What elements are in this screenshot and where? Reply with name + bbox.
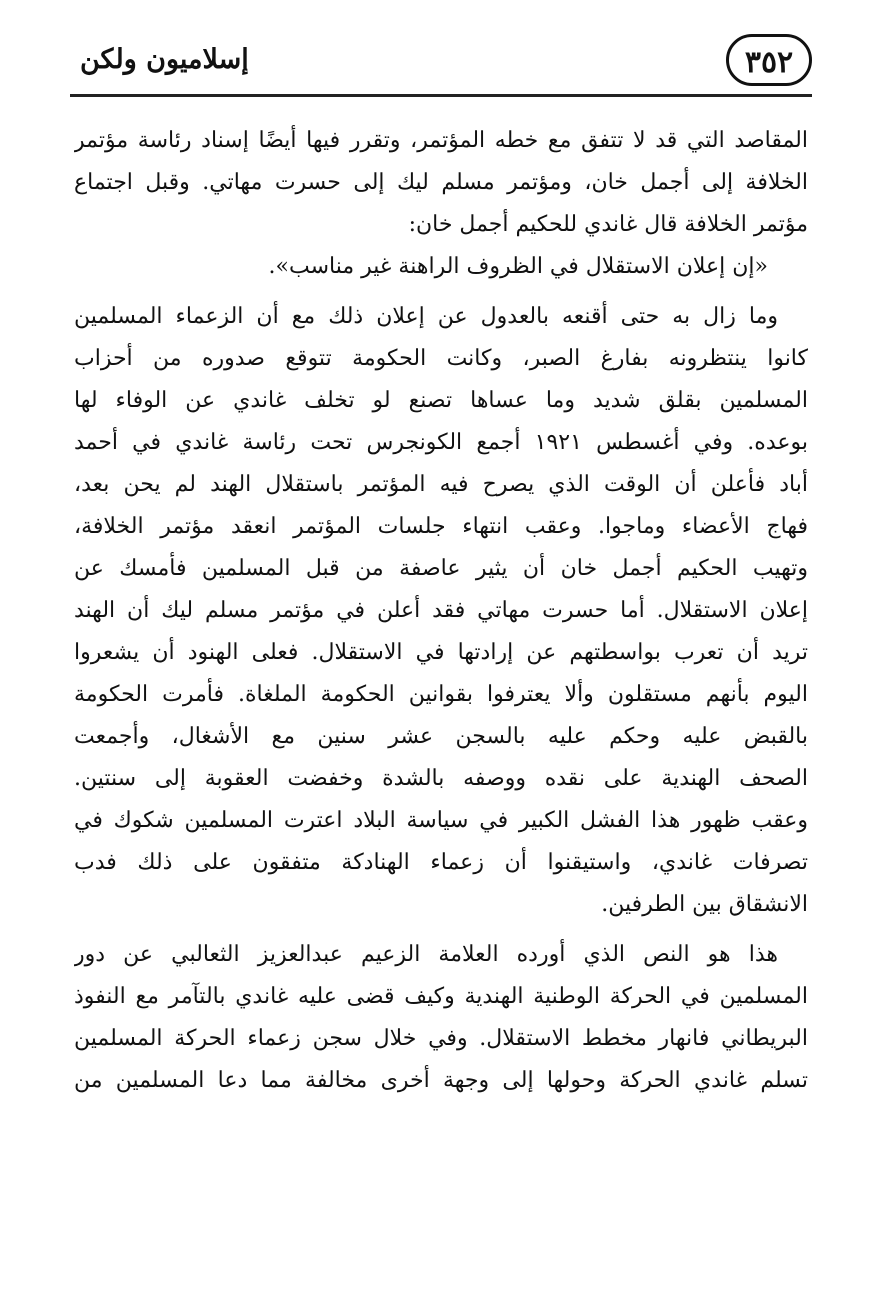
text-line: فهاج الأعضاء وماجوا. وعقب انتهاء جلسات المؤتمر انعقد مؤتمر الخلافة، [74, 514, 808, 539]
text-line: وما زال به حتى أقنعه بالعدول عن إعلان ذلك مع أن الزعماء المسلمين [74, 304, 778, 329]
text-line: البريطاني فانهار مخطط الاستقلال. وفي خلال سجن زعماء الحركة المسلمين [74, 1026, 808, 1051]
text-line: وتهيب الحكيم أجمل خان أن يثير عاصفة من قبل المسلمين فأمسك عن [74, 556, 808, 581]
text-line: تريد أن تعرب بواسطتهم عن إرادتها في الاستقلال. فعلى الهنود أن يشعروا [74, 640, 808, 665]
text-line: المسلمين في الحركة الوطنية الهندية وكيف قضى عليه غاندي بالتآمر مع النفوذ [74, 984, 808, 1009]
quote-line: «إن إعلان الاستقلال في الظروف الراهنة غير مناسب». [268, 254, 768, 279]
text-line: اليوم بأنهم مستقلون وألا يعترفوا بقوانين الحكومة الملغاة. فأمرت الحكومة [74, 682, 808, 707]
text-line: هذا هو النص الذي أورده العلامة الزعيم عبدالعزيز الثعالبي عن دور [74, 942, 778, 967]
text-line: مؤتمر الخلافة قال غاندي للحكيم أجمل خان: [408, 212, 808, 237]
text-line: بوعده. وفي أغسطس ١٩٢١ أجمع الكونجرس تحت رئاسة غاندي في أحمد [74, 430, 808, 455]
text-line: وعقب ظهور هذا الفشل الكبير في سياسة البلاد اعترت المسلمين شكوك في [74, 808, 808, 833]
text-line: الخلافة إلى أجمل خان، ومؤتمر مسلم ليك إلى حسرت مهاتي. وقبل اجتماع [74, 170, 808, 195]
header-divider [70, 94, 812, 97]
text-line: كانوا ينتظرونه بفارغ الصبر، وكانت الحكومة تتوقع صدوره من أحزاب [74, 346, 808, 371]
text-line: تسلم غاندي الحركة وحولها إلى وجهة أخرى مخالفة مما دعا المسلمين من [74, 1068, 808, 1093]
text-line: أباد فأعلن أن الوقت الذي يصرح فيه المؤتمر باستقلال الهند لم يحن بعد، [74, 472, 808, 497]
page-header [70, 30, 812, 92]
body-text [74, 120, 808, 1102]
text-line: المسلمين بقلق شديد وما عساها تصنع لو تخلف غاندي عن الوفاء لها [74, 388, 808, 413]
text-line: تصرفات غاندي، واستيقنوا أن زعماء الهنادكة متفقون على ذلك فدب [74, 850, 808, 875]
text-line: إعلان الاستقلال. أما حسرت مهاتي فقد أعلن في مؤتمر مسلم ليك أن الهند [74, 598, 808, 623]
text-line: الانشقاق بين الطرفين. [601, 892, 808, 917]
text-line: بالقبض عليه وحكم عليه بالسجن عشر سنين مع الأشغال، وأجمعت [74, 724, 808, 749]
running-title: إسلاميون ولكن [80, 44, 249, 75]
page-number-badge: ٣٥٢ [726, 34, 812, 86]
text-line: الصحف الهندية على نقده ووصفه بالشدة وخفضت العقوبة إلى سنتين. [74, 766, 808, 791]
text-line: المقاصد التي قد لا تتفق مع خطه المؤتمر، وتقرر فيها أيضًا إسناد رئاسة مؤتمر [74, 128, 808, 153]
